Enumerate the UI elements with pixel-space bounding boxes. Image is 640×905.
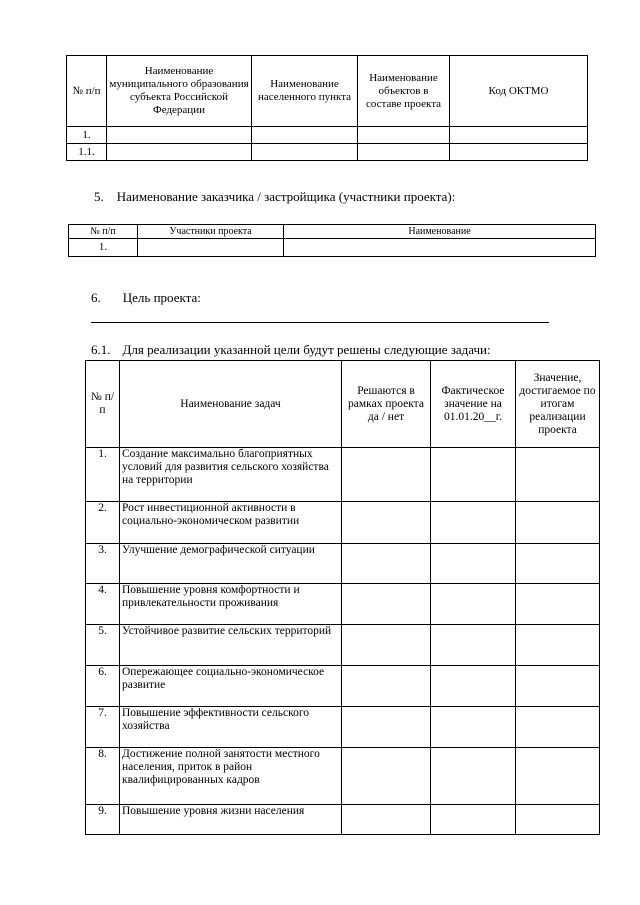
section-title: Для реализации указанной цели будут решены следующие задачи:	[122, 342, 491, 357]
table-cell	[342, 625, 431, 666]
tasks-table	[85, 360, 600, 835]
header-actual-value: Фактическое значение на 01.01.20__г.	[431, 361, 516, 448]
header-participants: Участники проекта	[138, 225, 284, 239]
table-cell	[516, 544, 600, 584]
table-cell	[516, 625, 600, 666]
territory-table	[66, 55, 588, 161]
row-num: 2.	[86, 502, 120, 544]
table-row	[67, 127, 588, 144]
row-num: 1.	[69, 239, 138, 257]
row-num: 7.	[86, 707, 120, 748]
table-cell	[450, 127, 588, 144]
table-cell	[516, 502, 600, 544]
table-cell	[431, 502, 516, 544]
table-cell	[252, 127, 358, 144]
task-name: Устойчивое развитие сельских территорий	[120, 625, 342, 666]
table-row	[86, 625, 600, 666]
table-cell	[358, 127, 450, 144]
table-cell	[342, 502, 431, 544]
task-name: Достижение полной занятости местного населения, приток в район квалифицированных кадров	[120, 748, 342, 805]
table-cell	[107, 127, 252, 144]
section-title: Наименование заказчика / застройщика (участники проекта):	[116, 189, 456, 204]
table-row	[67, 144, 588, 161]
table-cell	[516, 584, 600, 625]
table-row	[86, 502, 600, 544]
table-cell	[358, 144, 450, 161]
table-cell	[107, 144, 252, 161]
table-cell	[516, 448, 600, 502]
table-cell	[342, 707, 431, 748]
task-name: Опережающее социально-экономическое развитие	[120, 666, 342, 707]
section-number: 5.	[94, 189, 104, 204]
section-6-1-heading	[91, 342, 491, 358]
table-cell	[252, 144, 358, 161]
header-municipality: Наименование муниципального образования субъекта Российской Федерации	[107, 56, 252, 127]
table-cell	[431, 544, 516, 584]
row-num: 4.	[86, 584, 120, 625]
fill-in-line	[91, 322, 549, 323]
header-settlement: Наименование населенного пункта	[252, 56, 358, 127]
section-title: Цель проекта:	[122, 290, 201, 305]
table-cell	[342, 584, 431, 625]
section-6-heading	[91, 290, 201, 306]
table-row	[69, 239, 596, 257]
table-cell	[431, 448, 516, 502]
table-row	[86, 448, 600, 502]
task-name: Создание максимально благоприятных условий для развития сельского хозяйства на территории	[120, 448, 342, 502]
header-objects: Наименование объектов в составе проекта	[358, 56, 450, 127]
header-num: № п/п	[67, 56, 107, 127]
header-num: № п/п	[86, 361, 120, 448]
table-cell	[342, 544, 431, 584]
row-num: 5.	[86, 625, 120, 666]
task-name: Рост инвестиционной активности в социально-экономическом развитии	[120, 502, 342, 544]
section-5-heading	[94, 189, 455, 205]
table-cell	[516, 805, 600, 835]
row-num: 1.	[86, 448, 120, 502]
row-num: 1.	[67, 127, 107, 144]
table-cell	[516, 707, 600, 748]
table-cell	[431, 666, 516, 707]
header-oktmo: Код ОКТМО	[450, 56, 588, 127]
table-cell	[431, 584, 516, 625]
table-row	[86, 805, 600, 835]
row-num: 3.	[86, 544, 120, 584]
section-number: 6.	[91, 290, 101, 305]
table-row	[86, 666, 600, 707]
row-num: 1.1.	[67, 144, 107, 161]
participants-table	[68, 224, 596, 257]
header-task-name: Наименование задач	[120, 361, 342, 448]
header-target-value: Значение, достигаемое по итогам реализации проекта	[516, 361, 600, 448]
row-num: 8.	[86, 748, 120, 805]
task-name: Повышение уровня комфортности и привлекательности проживания	[120, 584, 342, 625]
table-cell	[431, 748, 516, 805]
table-cell	[450, 144, 588, 161]
row-num: 6.	[86, 666, 120, 707]
table-cell	[342, 666, 431, 707]
table-row	[86, 707, 600, 748]
table-row	[86, 584, 600, 625]
table-cell	[431, 805, 516, 835]
table-cell	[342, 805, 431, 835]
table-cell	[342, 448, 431, 502]
table-cell	[431, 625, 516, 666]
table-row	[86, 748, 600, 805]
table-cell	[516, 748, 600, 805]
task-name: Улучшение демографической ситуации	[120, 544, 342, 584]
table-cell	[516, 666, 600, 707]
table-cell	[342, 748, 431, 805]
task-name: Повышение эффективности сельского хозяйства	[120, 707, 342, 748]
header-name: Наименование	[284, 225, 596, 239]
table-cell	[138, 239, 284, 257]
row-num: 9.	[86, 805, 120, 835]
header-num: № п/п	[69, 225, 138, 239]
table-cell	[431, 707, 516, 748]
header-solved: Решаются в рамках проекта да / нет	[342, 361, 431, 448]
task-name: Повышение уровня жизни населения	[120, 805, 342, 835]
table-cell	[284, 239, 596, 257]
table-row	[86, 544, 600, 584]
section-number: 6.1.	[91, 342, 111, 357]
